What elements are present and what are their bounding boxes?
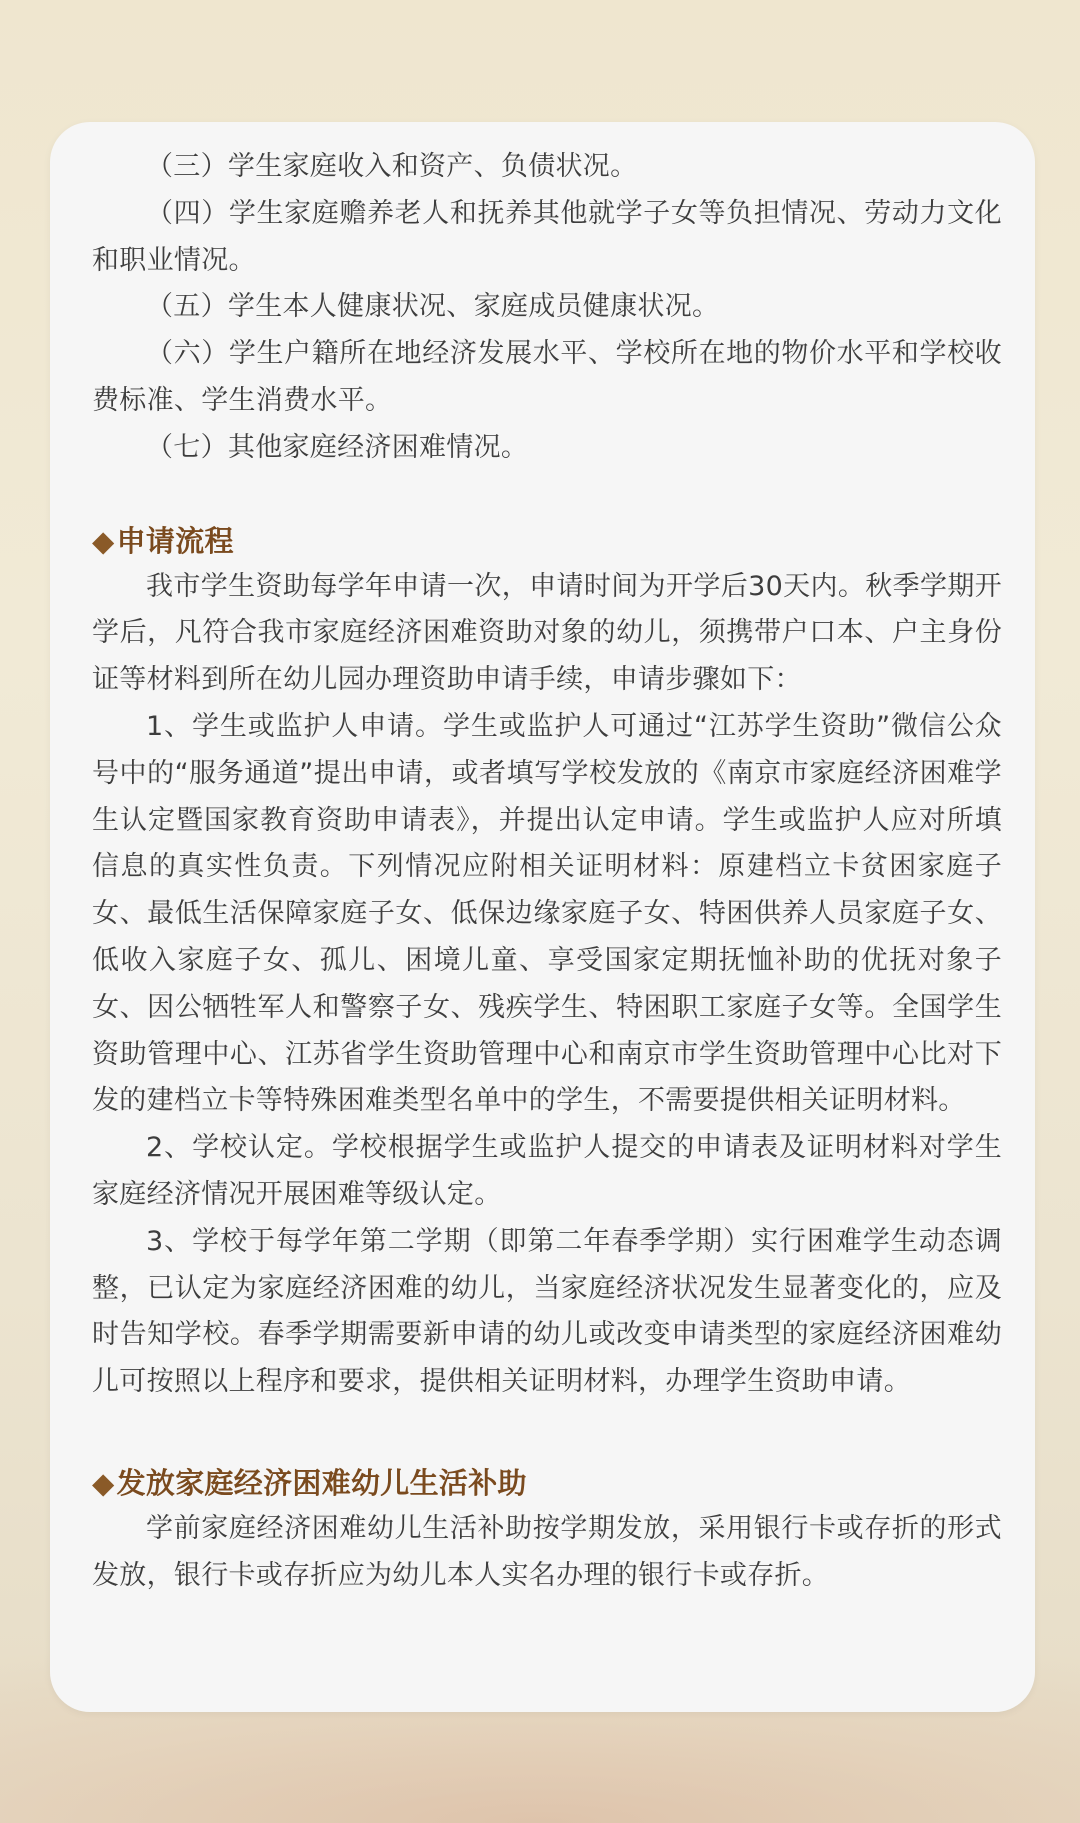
- section-heading-application-process: [92, 518, 1002, 564]
- criteria-item: （五）学生本人健康状况、家庭成员健康状况。: [146, 291, 720, 323]
- criteria-item: （七）其他家庭经济困难情况。: [146, 431, 529, 463]
- section-title: 发放家庭经济困难幼儿生活补助: [116, 1465, 527, 1500]
- document-content: [92, 144, 1002, 1600]
- paragraph: 我市学生资助每学年申请一次，申请时间为开学后30天内。秋季学期开学后，凡符合我市家庭经济困难资助对象的幼儿，须携带户口本、户主身份证等材料到所在幼儿园办理资助申请手续，申请步骤如下：: [92, 570, 1002, 696]
- step-item: 2、学校认定。学校根据学生或监护人提交的申请表及证明材料对学生家庭经济情况开展困难等级认定。: [92, 1132, 1002, 1210]
- step-item: 1、学生或监护人申请。学生或监护人可通过“江苏学生资助”微信公众号中的“服务通道”提出申请，或者填写学校发放的《南京市家庭经济困难学生认定暨国家教育资助申请表》，并提出认定申请。学生或监护人应对所填信息的真实性负责。下列情况应附相关证明材料：原建档立卡贫困家庭子女、最低生活保障家庭子女、低保边缘家庭子女、特困供养人员家庭子女、低收入家庭子女、孤儿、困境儿童、享受国家定期抚恤补助的优抚对象子女、因公牺牲军人和警察子女、残疾学生、特困职工家庭子女等。全国学生资助管理中心、江苏省学生资助管理中心和南京市学生资助管理中心比对下发的建档立卡等特殊困难类型名单中的学生，不需要提供相关证明材料。: [92, 710, 1002, 1117]
- diamond-icon: ◆: [92, 523, 115, 558]
- section-heading-subsidy: [92, 1460, 1002, 1506]
- criteria-item: （六）学生户籍所在地经济发展水平、学校所在地的物价水平和学校收费标准、学生消费水平。: [92, 338, 1002, 416]
- criteria-item: （四）学生家庭赡养老人和抚养其他就学子女等负担情况、劳动力文化和职业情况。: [92, 197, 1002, 276]
- step-item: 3、学校于每学年第二学期（即第二年春季学期）实行困难学生动态调整，已认定为家庭经济困难的幼儿，当家庭经济状况发生显著变化的，应及时告知学校。春季学期需要新申请的幼儿或改变申请类型的家庭经济困难幼儿可按照以上程序和要求，提供相关证明材料，办理学生资助申请。: [92, 1225, 1002, 1398]
- criteria-item: （三）学生家庭收入和资产、负债状况。: [146, 151, 638, 182]
- section-title: 申请流程: [116, 523, 234, 558]
- paragraph: 学前家庭经济困难幼儿生活补助按学期发放，采用银行卡或存折的形式发放，银行卡或存折应为幼儿本人实名办理的银行卡或存折。: [92, 1512, 1002, 1591]
- diamond-icon: ◆: [92, 1465, 115, 1500]
